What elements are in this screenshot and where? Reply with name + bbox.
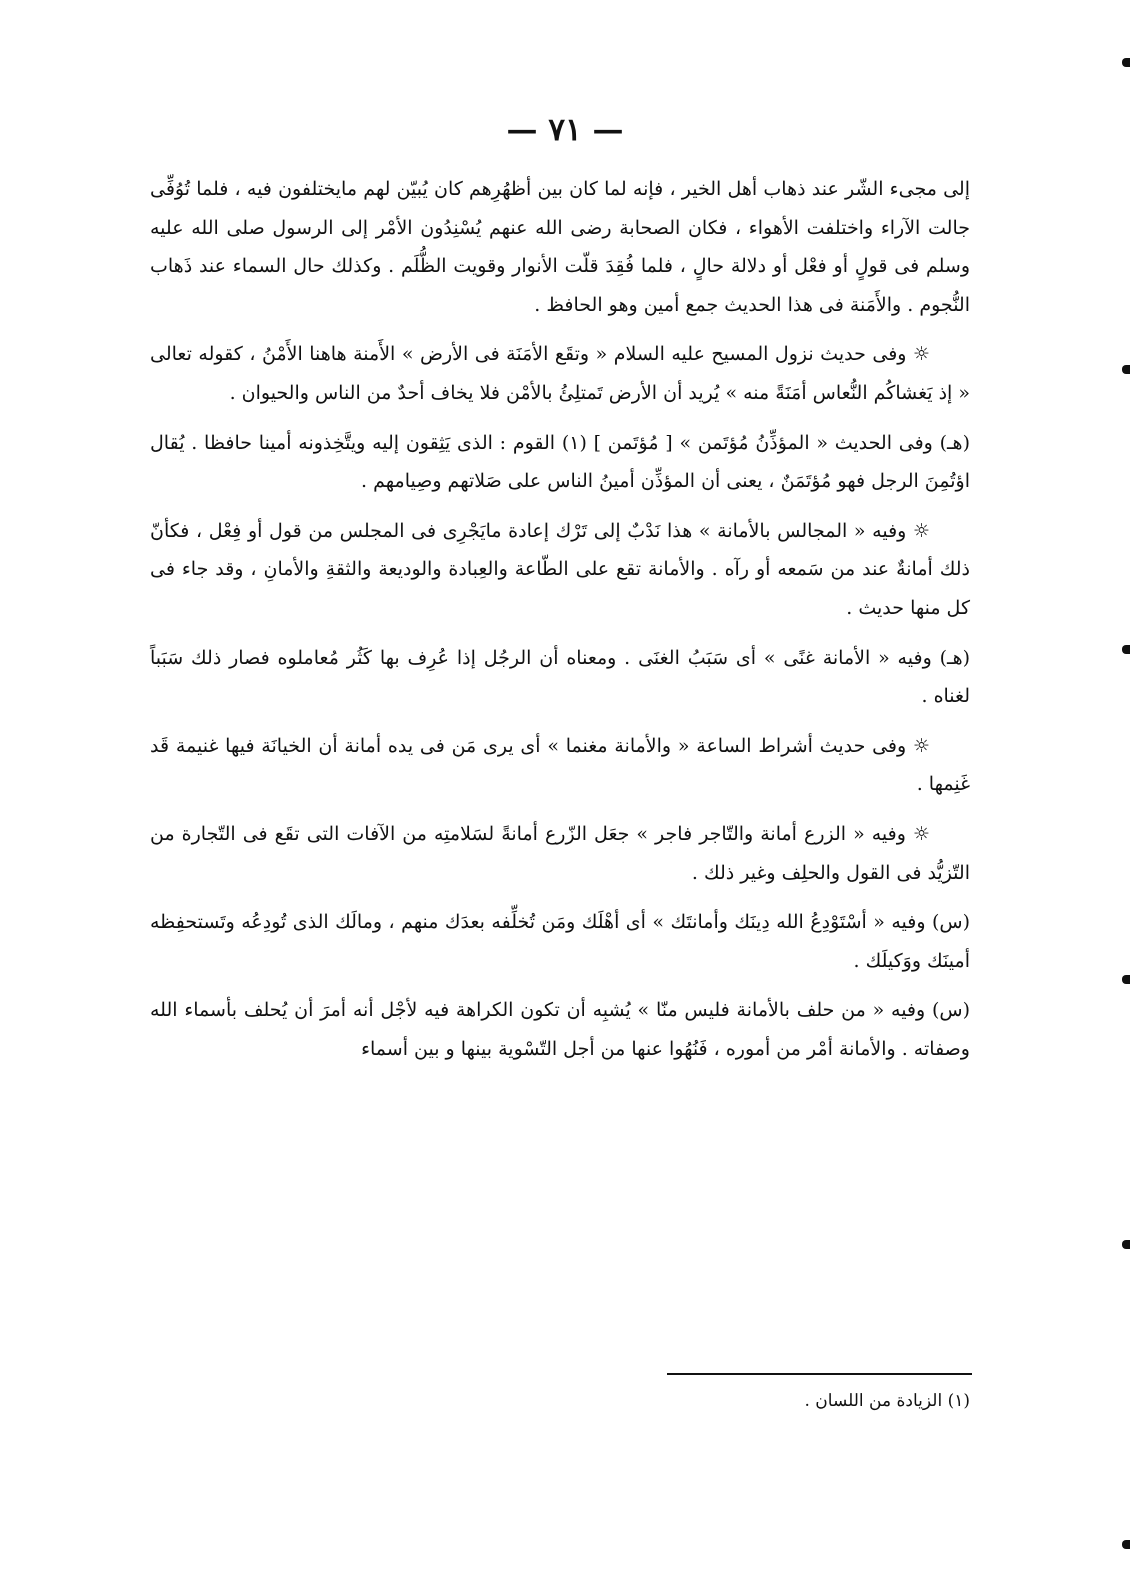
- footnote-divider: [667, 1373, 972, 1375]
- paragraph-6: ☼ وفى حديث أشراط الساعة « والأمانة مغنما » أى يرى مَن فى يده أمانة أن الخيانَة فيها غنيمة قَد غَنِمها .: [150, 734, 970, 796]
- paragraph-8: (س) وفيه « أسْتَوْدِعُ الله دِينَك وأمانتَك » أى أهْلَك ومَن تُخلِّفه بعدَك منهم ، ومالَك الذى تُودِعُه وتَستحفِظه أمينَك ووَكيلَك .: [150, 911, 970, 972]
- paragraph-2: ☼ وفى حديث نزول المسيح عليه السلام « وتقَع الأمَنَة فى الأرض » الأَمنة هاهنا الأَمْنُ ، كقوله تعالى « إذ يَغشاكُم النُّعاس أمَنَةً منه » يُريد أن الأرض تَمتلِئُ بالأمْن فلا يخاف أحدٌ من الناس والحيوان .: [150, 343, 970, 404]
- paragraph-4: ☼ وفيه « المجالس بالأمانة » هذا نَدْبٌ إلى تَرْك إعادة مايَجْرِى فى المجلس من قول أو فِعْل ، فكأنّ ذلك أمانةٌ عند من سَمعه أو رآه . والأمانة تقع على الطّاعة والعِبادة والوديعة والثقةِ والأمانِ ، وقد جاء فى كل منها حديث .: [150, 519, 970, 619]
- scan-edge-mark: [1122, 645, 1130, 654]
- scan-edge-mark: [1122, 975, 1130, 984]
- scan-edge-mark: [1122, 1240, 1130, 1249]
- footnote: (١) الزيادة من اللسان .: [804, 1391, 970, 1411]
- paragraph-1: إلى مجىء الشّر عند ذهاب أهل الخير ، فإنه لما كان بين أظهُرِهم كان يُبيّن لهم مايختلفون فيه ، فلما تُوُفِّى جالت الآراء واختلفت الأهواء ، فكان الصحابة رضى الله عنهم يُسْنِدُون الأمْر إلى الرسول صلى الله عليه وسلم فى قولٍ أو فعْل أو دلالة حالٍ ، فلما فُقِدَ قلّت الأنوار وقويت الظُّلَم . وكذلك حال السماء عند ذَهاب النُّجوم . والأَمَنة فى هذا الحديث جمع أمين وهو الحافظ .: [150, 178, 970, 316]
- paragraph-5: (هـ) وفيه « الأمانة غنًى » أى سَبَبُ الغنَى . ومعناه أن الرجُل إذا عُرِف بها كَثُر مُعاملوه فصار ذلك سَبَباً لغناه .: [150, 646, 970, 708]
- scan-edge-mark: [1122, 365, 1130, 374]
- scan-edge-mark: [1122, 1540, 1130, 1549]
- paragraph-3: (هـ) وفى الحديث « المؤذِّنُ مُؤتَمن » [ مُؤتَمن ] (١) القوم : الذى يَثِقون إليه ويتَّخِذونه أمينا حافظا . يُقال اؤتُمِنَ الرجل فهو مُؤتَمَنٌ ، يعنى أن المؤذِّن أمينُ الناس على صَلاتهم وصِيامهم .: [150, 431, 970, 493]
- main-text: [150, 170, 970, 1079]
- paragraph-9: (س) وفيه « من حلف بالأمانة فليس منّا » يُشبِه أن تكون الكراهة فيه لأجْل أنه أمرَ أن يُحلف بأسماء الله وصفاته . والأمانة أمْر من أموره ، فَنُهُوا عنها من أجل التّسْوية بينها و بين أسماء: [150, 999, 970, 1060]
- scan-edge-mark: [1122, 58, 1130, 67]
- page-number: — ٧١ —: [506, 112, 624, 148]
- paragraph-7: ☼ وفيه « الزرع أمانة والتّاجر فاجر » جعَل الزّرع أمانةً لسَلامتِه من الآفات التى تقَع فى التّجارة من التّزيُّد فى القول والحلِف وغير ذلك .: [150, 822, 970, 884]
